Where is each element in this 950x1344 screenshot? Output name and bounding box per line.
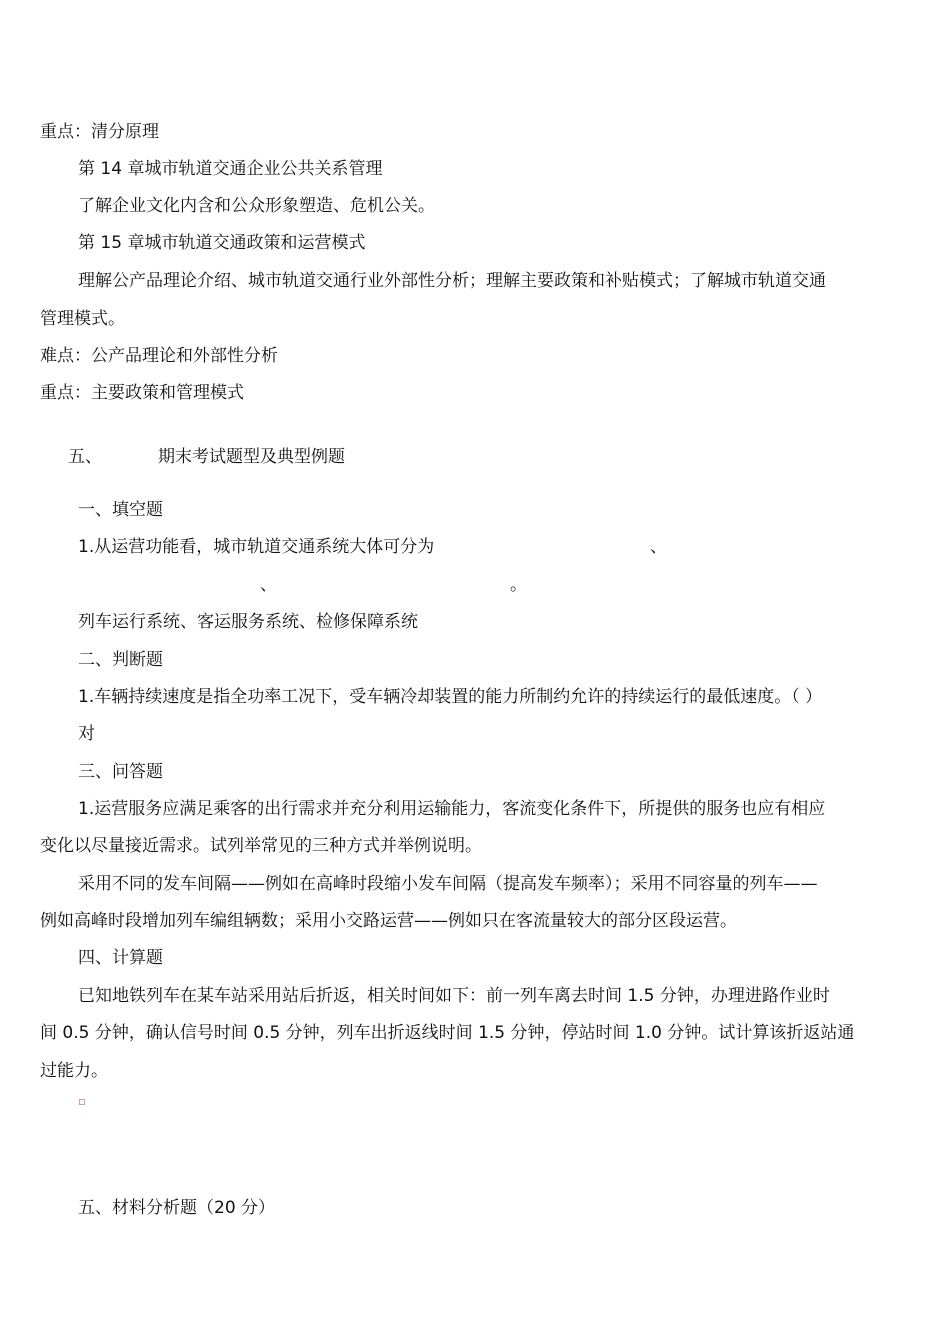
section-number: 五、 <box>68 447 102 467</box>
answer-text: 采用不同的发车间隔——例如在高峰时段缩小发车间隔（提高发车频率）；采用不同容量的列车—— <box>78 874 818 894</box>
question-text: 过能力。 <box>40 1061 108 1081</box>
question-type-heading: 三、问答题 <box>78 762 163 782</box>
chapter-heading: 第 14 章城市轨道交通企业公共关系管理 <box>78 159 383 179</box>
blank-separator: 、 <box>650 537 667 557</box>
question-type-heading: 四、计算题 <box>78 948 163 968</box>
chapter-heading: 第 15 章城市轨道交通政策和运营模式 <box>78 233 366 253</box>
text-line: 重点：清分原理 <box>40 122 159 142</box>
image-placeholder-icon <box>79 1099 85 1105</box>
question-type-heading: 五、材料分析题（20 分） <box>78 1198 276 1218</box>
question-text: 已知地铁列车在某车站采用站后折返，相关时间如下：前一列车离去时间 1.5 分钟，办理进路作业时 <box>78 986 830 1006</box>
question-text: 1.运营服务应满足乘客的出行需求并充分利用运输能力，客流变化条件下，所提供的服务也应有相应 <box>78 799 826 819</box>
text-line: 了解企业文化内含和公众形象塑造、危机公关。 <box>78 196 435 216</box>
section-title: 期末考试题型及典型例题 <box>158 447 345 467</box>
question-type-heading: 一、填空题 <box>78 500 163 520</box>
question-type-heading: 二、判断题 <box>78 650 163 670</box>
answer-text: 例如高峰时段增加列车编组辆数；采用小交路运营——例如只在客流量较大的部分区段运营。 <box>40 911 737 931</box>
question-text: 1.从运营功能看，城市轨道交通系统大体可分为 <box>78 537 435 557</box>
blank-separator: 、 <box>260 575 277 595</box>
text-line: 理解公产品理论介绍、城市轨道交通行业外部性分析；理解主要政策和补贴模式；了解城市轨道交通 <box>78 271 826 291</box>
question-text: 间 0.5 分钟，确认信号时间 0.5 分钟，列车出折返线时间 1.5 分钟，停站时间 1.0 分钟。试计算该折返站通 <box>40 1023 855 1043</box>
question-text: 1.车辆持续速度是指全功率工况下，受车辆冷却装置的能力所制约允许的持续运行的最低速度。（ ） <box>78 687 823 707</box>
text-line: 难点：公产品理论和外部性分析 <box>40 346 278 366</box>
text-line: 管理模式。 <box>40 309 125 329</box>
answer-text: 列车运行系统、客运服务系统、检修保障系统 <box>78 612 418 632</box>
question-text: 变化以尽量接近需求。试列举常见的三种方式并举例说明。 <box>40 836 482 856</box>
blank-end: 。 <box>510 575 527 595</box>
text-line: 重点：主要政策和管理模式 <box>40 383 244 403</box>
answer-text: 对 <box>78 724 95 744</box>
